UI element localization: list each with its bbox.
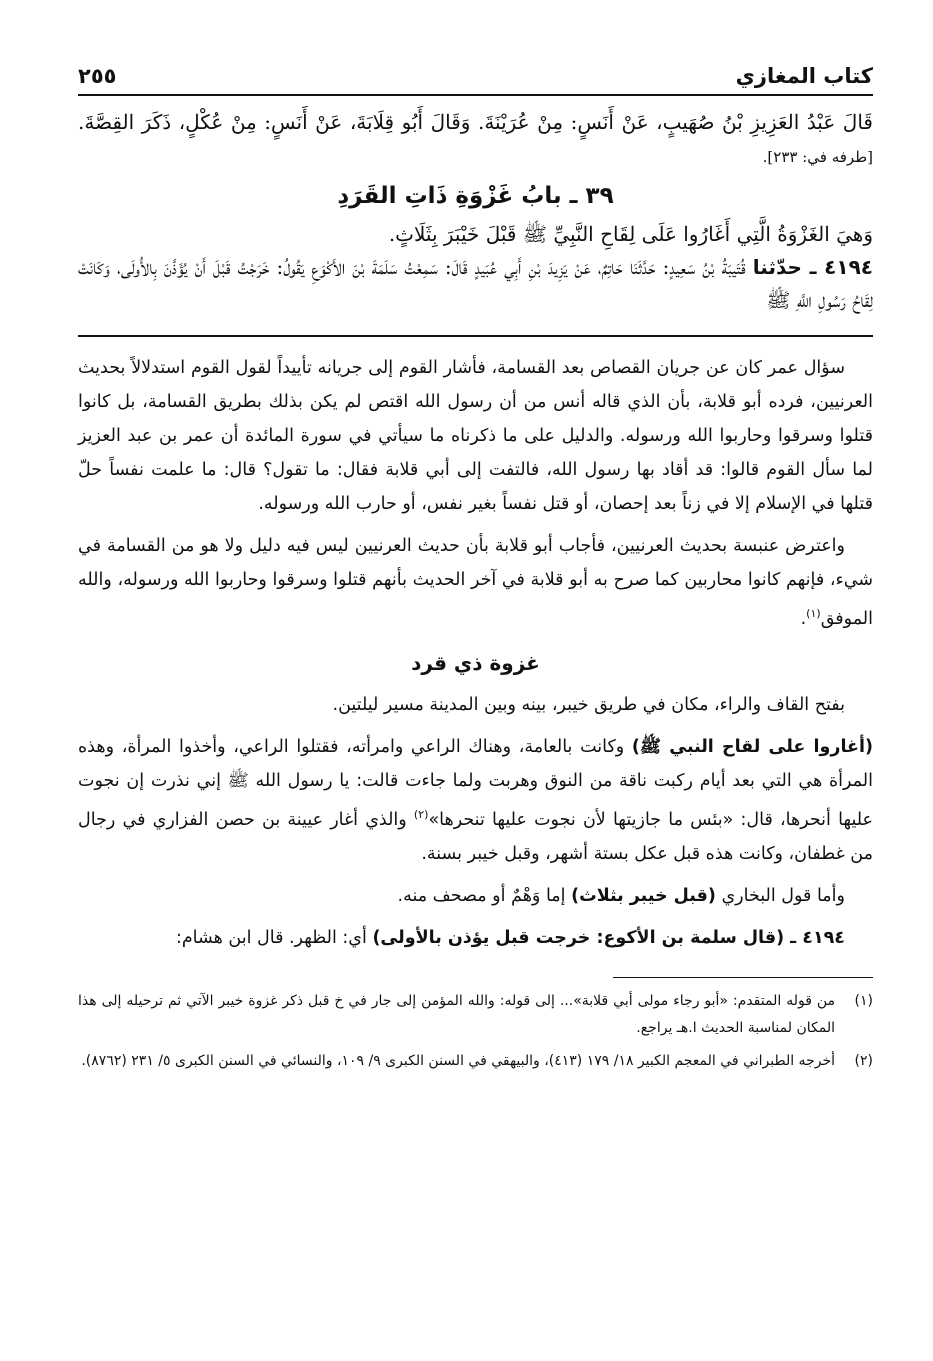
commentary-paragraph: سؤال عمر كان عن جريان القصاص بعد القسامة، فأشار القوم إلى جريانه تأييداً لقول القوم استدلالاً بحديث العرنيين، فرده أبو قلابة، بأن الذي قاله أنس من أن رسول الله اقتص لم يكن بذلك بطريق القسامة، بل كانوا قتلوا وسرقوا وحاربوا الله ورسوله. والدليل على ما ذكرناه ما سيأتي في سورة المائدة أن عمر بن عبد العزيز لما سأل القوم قالوا: قد أقاد بها رسول الله، فالتفت إلى أبي قلابة فقال: ما تقول؟ قال: ما علمت نفساً حلّ قتلها في الإسلام إلا في زناً بعد إحصان، أو قتل نفساً بغير نفس، أو حارب الله ورسوله. (78, 358, 873, 514)
footnotes (78, 988, 873, 1075)
commentary-text: أي: الظهر. قال ابن هشام: (175, 927, 367, 948)
sub-heading: غزوة ذي قرد (411, 650, 540, 675)
commentary-paragraph: بفتح القاف والراء، مكان في طريق خيبر، بينه وبين المدينة مسير ليلتين. (332, 694, 845, 715)
footnote-item (78, 988, 873, 1042)
commentary-paragraph (78, 529, 873, 636)
commentary-paragraph (78, 730, 873, 871)
footnote-number: (١) (854, 992, 873, 1009)
footnote-marker[interactable]: (٢) (413, 807, 429, 821)
commentary-text: إما وَهْمٌ أو مصحف منه. (397, 885, 566, 906)
hadith-text: قُتَيبَةُ بْنُ سَعِيدٍ: حَدَّثَنَا حَاتِمٌ، عَنْ يَزِيدَ بْنِ أَبِي عُبَيدٍ قَالَ: سَمِعْتُ سَلَمَةَ بْنَ الأَكْوَعِ يَقُولُ: خَرَجْتُ قَبْلَ أَنْ يُؤَذَّنَ بِالأُولَى، وَكَانَتْ لِقَاحُ رَسُولِ اللَّهِ ﷺ (78, 255, 873, 312)
hadith-text-section (78, 106, 873, 317)
matn-text: قَالَ عَبْدُ العَزِيزِ بْنُ صُهَيبٍ، عَنْ أَنَسٍ: مِنْ عُرَيْنَةَ. وَقَالَ أَبُو قِلَابَةَ، عَنْ أَنَسٍ: مِنْ عُكْلٍ، ذَكَرَ القِصَّةَ. (78, 110, 873, 134)
section-divider (78, 335, 873, 337)
commentary-text: وأما قول البخاري (721, 885, 845, 906)
quoted-phrase: (أغاروا على لقاح النبي ﷺ) (631, 736, 873, 757)
matn-paragraph: وَهيَ الغَزْوَةُ الَّتِي أَغَارُوا عَلَى لِقَاحِ النَّبِيِّ ﷺ قَبْلَ خَيْبَرَ بِثَلَاثٍ. (388, 222, 873, 246)
footnote-text: من قوله المتقدم: «أبو رجاء مولى أبي قلابة»... إلى قوله: والله المؤمن إلى جار في خ قبل ذكر غزوة خيبر الآتي ثم ترحيله إلى هذا المكان لمناسبة الحديث ا.هـ يراجع. (78, 992, 835, 1036)
commentary-text: والذي أغار عيينة بن حصن الفزاري في رجال من غطفان، وكانت هذه قبل عكل بستة أشهر، وقبل خيبر بسنة. (78, 809, 873, 864)
quoted-phrase: (قبل خيبر بثلاث) (571, 885, 716, 906)
hadith-number: ٤١٩٤ ـ حدّثنا (752, 255, 873, 279)
commentary-text: . (800, 608, 807, 629)
hadith-paragraph (78, 251, 873, 317)
running-header (78, 56, 873, 96)
footnote-marker[interactable]: (١) (806, 607, 821, 620)
chapter-heading: ٣٩ ـ بابُ غَزْوَةِ ذَاتِ القَرَدِ (337, 183, 614, 209)
commentary-paragraph (78, 921, 873, 955)
commentary-text: وكانت بالعامة، وهناك الراعي وامرأته، فقتلوا الراعي، وأخذوا المرأة، وهذه المرأة هي التي بعد أيام ركبت ناقة من النوق وهربت ولما جاءت قالت: يا رسول الله ﷺ إني نذرت إن نجوت عليها أنحرها، قال: «بئس ما جازيتها لأن نجوت عليها تنحرها» (78, 736, 873, 830)
page-number: ٢٥٥ (78, 64, 117, 88)
footnote-number: (٢) (854, 1052, 873, 1069)
footnote-item (78, 1048, 873, 1075)
quoted-phrase: ٤١٩٤ ـ (قال سلمة بن الأكوع: خرجت قبل يؤذن بالأولى) (372, 927, 845, 948)
footnote-text: أخرجه الطبراني في المعجم الكبير ١٨/ ١٧٩ (٤١٣)، والبيهقي في السنن الكبرى ٩/ ١٠٩، والنسائي في السنن الكبرى ٥/ ٢٣١ (٨٧٦٢). (81, 1052, 835, 1069)
matn-paragraph (78, 106, 873, 174)
commentary-paragraph (78, 879, 873, 913)
commentary-section (78, 351, 873, 955)
book-page (78, 56, 873, 1326)
footnote-divider (613, 977, 873, 978)
commentary-text: واعترض عنبسة بحديث العرنيين، فأجاب أبو قلابة بأن حديث العرنيين ليس فيه دليل ولا هو من القسامة في شيء، فإنهم كانوا محاربين كما صرح به أبو قلابة في آخر الحديث بأنهم قتلوا وسرقوا وحاربوا الله ورسوله، والله الموفق (78, 536, 873, 629)
cross-reference: [طرفه في: ٢٣٣]. (762, 148, 873, 166)
book-title: كتاب المغازي (735, 64, 873, 88)
